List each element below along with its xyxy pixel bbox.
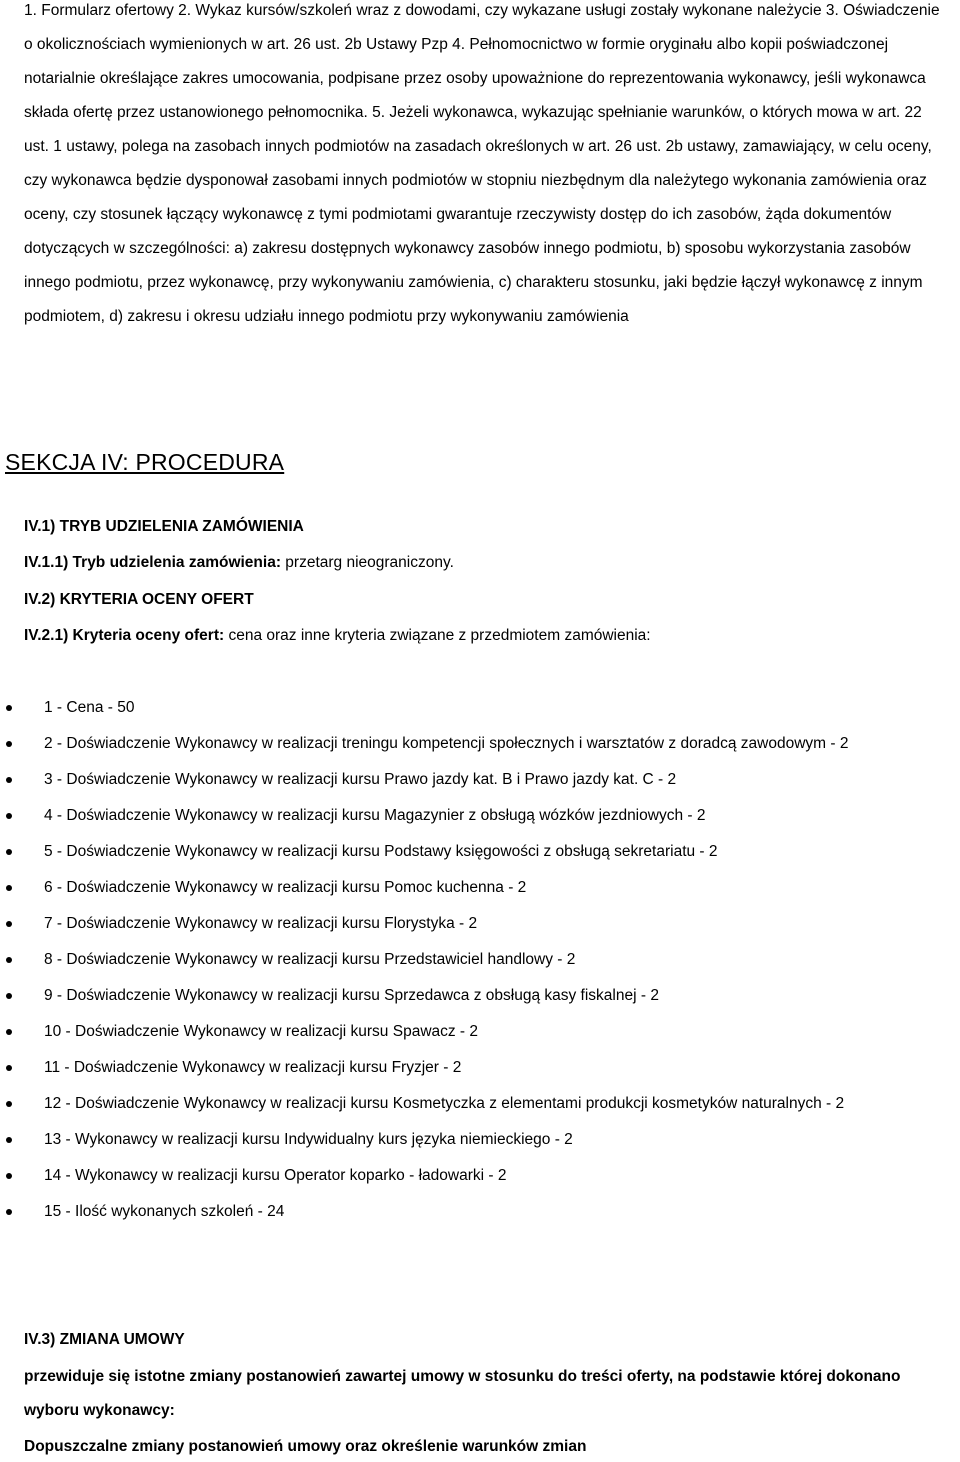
list-item: 15 - Ilość wykonanych szkoleń - 24 (0, 1194, 960, 1230)
bullet-icon (6, 921, 12, 927)
iv11-line (24, 554, 454, 572)
list-item: 11 - Doświadczenie Wykonawcy w realizacji kursu Fryzjer - 2 (0, 1050, 960, 1086)
bullet-icon (6, 957, 12, 963)
bullet-icon (6, 849, 12, 855)
list-item: 9 - Doświadczenie Wykonawcy w realizacji kursu Sprzedawca z obsługą kasy fiskalnej - 2 (0, 978, 960, 1014)
heading-iv3: IV.3) ZMIANA UMOWY (24, 1331, 185, 1348)
bullet-icon (6, 1137, 12, 1143)
iv3-subtext: Dopuszczalne zmiany postanowień umowy oraz określenie warunków zmian (24, 1438, 587, 1455)
iv21-line (24, 627, 651, 645)
list-item: 4 - Doświadczenie Wykonawcy w realizacji kursu Magazynier z obsługą wózków jezdniowych - 2 (0, 798, 960, 834)
bullet-icon (6, 993, 12, 999)
heading-iv2: IV.2) KRYTERIA OCENY OFERT (24, 591, 254, 608)
bullet-icon (6, 741, 12, 747)
list-item: 3 - Doświadczenie Wykonawcy w realizacji kursu Prawo jazdy kat. B i Prawo jazdy kat. C - 2 (0, 762, 960, 798)
list-item: 2 - Doświadczenie Wykonawcy w realizacji treningu kompetencji społecznych i warsztatów z doradcą zawodowym - 2 (0, 726, 960, 762)
iv11-label: IV.1.1) Tryb udzielenia zamówienia: (24, 554, 281, 571)
list-item: 7 - Doświadczenie Wykonawcy w realizacji kursu Florystyka - 2 (0, 906, 960, 942)
bullet-icon (6, 1209, 12, 1215)
bullet-icon (6, 1029, 12, 1035)
bullet-icon (6, 885, 12, 891)
iv21-value: cena oraz inne kryteria związane z przedmiotem zamówienia: (224, 627, 651, 644)
bullet-icon (6, 1173, 12, 1179)
list-item: 10 - Doświadczenie Wykonawcy w realizacji kursu Spawacz - 2 (0, 1014, 960, 1050)
section-title: SEKCJA IV: PROCEDURA (5, 449, 285, 475)
bullet-icon (6, 1101, 12, 1107)
list-item: 8 - Doświadczenie Wykonawcy w realizacji kursu Przedstawiciel handlowy - 2 (0, 942, 960, 978)
bullet-icon (6, 777, 12, 783)
documents-required-paragraph: 1. Formularz ofertowy 2. Wykaz kursów/szkoleń wraz z dowodami, czy wykazane usługi zostały wykonane należycie 3. Oświadczenie o okolicznościach wymienionych w art. 26 ust. 2b Ustawy Pzp 4. Pełnomocnictwo w formie oryginału albo kopii poświadczonej notarialnie określające zakres umocowania, podpisane przez osoby upoważnione do reprezentowania wykonawcy, jeśli wykonawca składa ofertę przez ustanowionego pełnomocnika. 5. Jeżeli wykonawca, wykazując spełnianie warunków, o których mowa w art. 22 ust. 1 ustawy, polega na zasobach innych podmiotów na zasadach określonych w art. 26 ust. 2b ustawy, zamawiający, w celu oceny, czy wykonawca będzie dysponował zasobami innych podmiotów w stopniu niezbędnym dla należytego wykonania zamówienia oraz oceny, czy stosunek łączący wykonawcę z tymi podmiotami gwarantuje rzeczywisty dostęp do ich zasobów, żąda dokumentów dotyczących w szczególności: a) zakresu dostępnych wykonawcy zasobów innego podmiotu, b) sposobu wykorzystania zasobów innego podmiotu, przez wykonawcę, przy wykonywaniu zamówienia, c) charakteru stosunku, jaki będzie łączył wykonawcę z innym podmiotem, d) zakresu i okresu udziału innego podmiotu przy wykonywaniu zamówienia (24, 2, 940, 325)
heading-iv1: IV.1) TRYB UDZIELENIA ZAMÓWIENIA (24, 518, 304, 535)
bullet-icon (6, 1065, 12, 1071)
criteria-list (0, 690, 960, 1230)
list-item: 12 - Doświadczenie Wykonawcy w realizacji kursu Kosmetyczka z elementami produkcji kosmetyków naturalnych - 2 (0, 1086, 960, 1122)
list-item: 14 - Wykonawcy w realizacji kursu Operator koparko - ładowarki - 2 (0, 1158, 960, 1194)
iv21-label: IV.2.1) Kryteria oceny ofert: (24, 627, 225, 644)
bullet-icon (6, 705, 12, 711)
iv3-text: przewiduje się istotne zmiany postanowień zawartej umowy w stosunku do treści oferty, na podstawie której dokonano wyboru wykonawcy: (24, 1368, 901, 1419)
bullet-icon (6, 813, 12, 819)
list-item: 5 - Doświadczenie Wykonawcy w realizacji kursu Podstawy księgowości z obsługą sekretariatu - 2 (0, 834, 960, 870)
list-item: 1 - Cena - 50 (0, 690, 960, 726)
list-item: 6 - Doświadczenie Wykonawcy w realizacji kursu Pomoc kuchenna - 2 (0, 870, 960, 906)
list-item: 13 - Wykonawcy w realizacji kursu Indywidualny kurs języka niemieckiego - 2 (0, 1122, 960, 1158)
iv11-value: przetarg nieograniczony. (280, 554, 454, 571)
